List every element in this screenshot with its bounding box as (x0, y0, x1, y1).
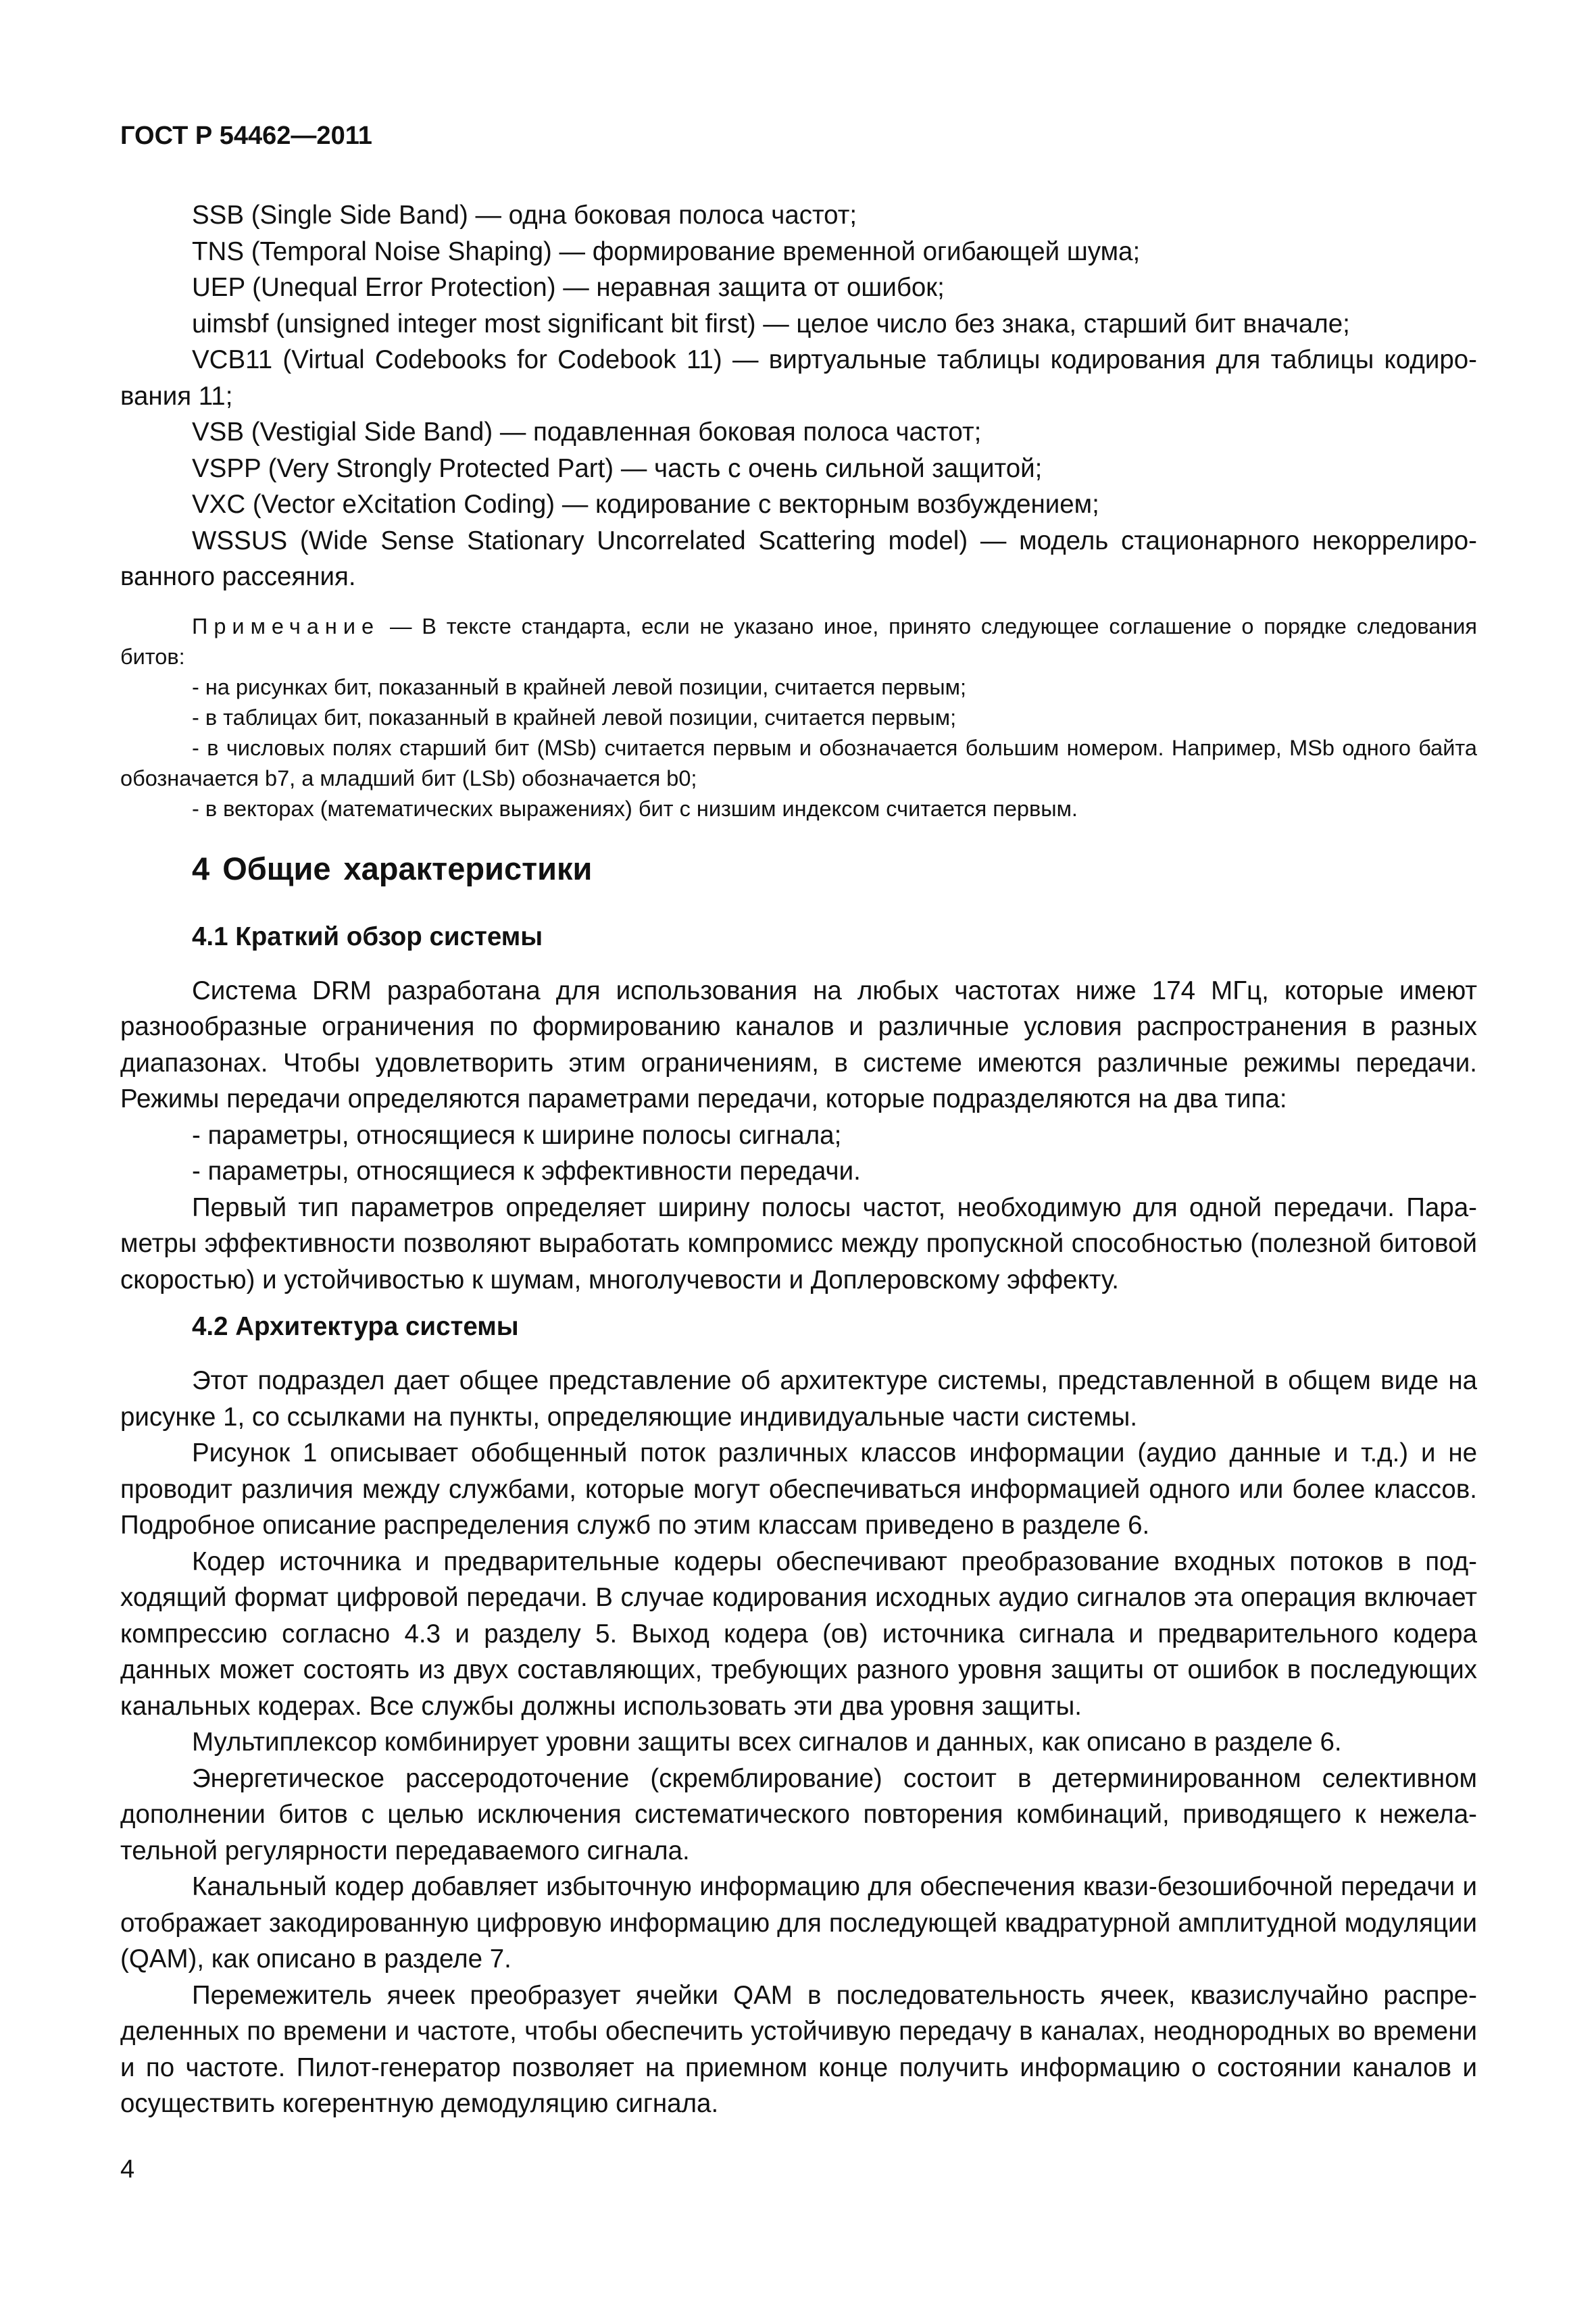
document-code-header: ГОСТ Р 54462—2011 (120, 122, 372, 150)
paragraph: Энергетическое рассеродоточение (скремблирование) состоит в детерминированном селективном дополнении битов с целью исключения систематического повторения комбинаций, приводящего к нежелательной регулярности передаваемого сигнала. (120, 1763, 1477, 1865)
note-item: - в векторах (математических выражениях) бит с низшим индексом считается первым. (192, 796, 1078, 821)
paragraph: Мультиплексор комбинирует уровни защиты всех сигналов и данных, как описано в разделе 6. (192, 1728, 1342, 1757)
definition-item: VSB (Vestigial Side Band) — подавленная боковая полоса частот; (192, 418, 982, 447)
definition-item: TNS (Temporal Noise Shaping) — формирование временной огибающей шума; (192, 236, 1141, 266)
note-intro (120, 611, 1477, 672)
note-intro-text: — В тексте стандарта, если не указано иное, принято следующее соглашение о порядке следования битов: (120, 613, 1477, 669)
section-4-2-heading: 4.2 Архитектура системы (192, 1312, 519, 1341)
section-4-2-body (120, 1363, 1477, 2122)
section-4-heading: 4 Общие характеристики (192, 850, 593, 886)
note-item: - в числовых полях старший бит (MSb) считается первым и обозначается большим номером. Например, MSb одного байта обозначается b7, а младший бит (LSb) обозначается b0; (120, 735, 1477, 790)
paragraph: Этот подраздел дает общее представление об архитектуре системы, представленной в общем виде на рисунке 1, со ссылками на пункты, определяющие индивидуальные части системы. (120, 1366, 1477, 1432)
section-4-1-body (120, 973, 1477, 1299)
paragraph: Рисунок 1 описывает обобщенный поток различных классов информации (аудио данные и т.д.) и не проводит различия между службами, которые могут обеспечиваться информацией одного или более классов. Подробное описание распределения служб по этим классам приведено в разделе 6. (120, 1438, 1477, 1540)
paragraph: Перемежитель ячеек преобразует ячейки QAM в последовательность ячеек, квазислучайно распределенных по времени и частоте, чтобы обеспечить устойчивую передачу в каналах, неоднородных во времени и по частоте. Пилот-генератор позволяет на приемном конце получить информацию о состоянии каналов и осуществить когерентную демодуляцию сигнала. (120, 1980, 1477, 2118)
definition-item: VCB11 (Virtual Codebooks for Codebook 11) — виртуальные таблицы кодирования для таблицы кодирования 11; (120, 345, 1477, 411)
paragraph: Первый тип параметров определяет ширину полосы частот, необходимую для одной передачи. Параметры эффективности позволяют выработать компромисс между пропускной способностью (полезной битовой скоростью) и устойчивостью к шумам, многолучевости и Доплеровскому эффекту. (120, 1192, 1477, 1294)
note-label: Примечание (192, 613, 380, 638)
paragraph: Система DRM разработана для использования на любых частотах ниже 174 МГц, которые имеют разнообразные ограничения по формированию каналов и различные условия распространения в разных диапазонах. Чтобы удовлетворить этим ограничениям, в системе имеются различные режимы передачи. Режимы передачи определяются параметрами передачи, которые подразделяются на два типа: (120, 976, 1477, 1113)
definition-item: uimsbf (unsigned integer most significant bit first) — целое число без знака, старший бит вначале; (192, 309, 1350, 338)
definition-item: WSSUS (Wide Sense Stationary Uncorrelated Scattering model) — модель стационарного некоррелированного рассеяния. (120, 526, 1477, 591)
abbreviations-list (120, 197, 1477, 595)
definition-item: VXC (Vector eXcitation Coding) — кодирование с векторным возбуждением; (192, 490, 1099, 519)
paragraph: Канальный кодер добавляет избыточную информацию для обеспечения квази-безошибочной передачи и отображает закодированную цифровую информацию для последующей квадратурной амплитудной модуляции (QAM), как описано в разделе 7. (120, 1872, 1477, 1973)
definition-item: UEP (Unequal Error Protection) — неравная защита от ошибок; (192, 273, 945, 302)
note-item: - на рисунках бит, показанный в крайней левой позиции, считается первым; (192, 674, 966, 699)
bit-order-note (120, 611, 1477, 824)
paragraph: Кодер источника и предварительные кодеры обеспечивают преобразование входных потоков в подходящий формат цифровой передачи. В случае кодирования исходных аудио сигналов эта операция включает компрессию согласно 4.3 и разделу 5. Выход кодера (ов) источника сигнала и предварительного кодера данных может состоять из двух составляющих, требующих разного уровня защиты от ошибок в последующих канальных кодерах. Все службы должны использовать эти два уровня защиты. (120, 1546, 1477, 1721)
list-item: - параметры, относящиеся к эффективности передачи. (192, 1157, 861, 1186)
page-number: 4 (120, 2155, 135, 2184)
list-item: - параметры, относящиеся к ширине полосы сигнала; (192, 1120, 842, 1150)
note-item: - в таблицах бит, показанный в крайней левой позиции, считается первым; (192, 705, 957, 730)
definition-item: VSPP (Very Strongly Protected Part) — часть с очень сильной защитой; (192, 453, 1043, 483)
page-content (120, 197, 1477, 2122)
section-4-1-heading: 4.1 Краткий обзор системы (192, 922, 543, 951)
definition-item: SSB (Single Side Band) — одна боковая полоса частот; (192, 201, 857, 230)
